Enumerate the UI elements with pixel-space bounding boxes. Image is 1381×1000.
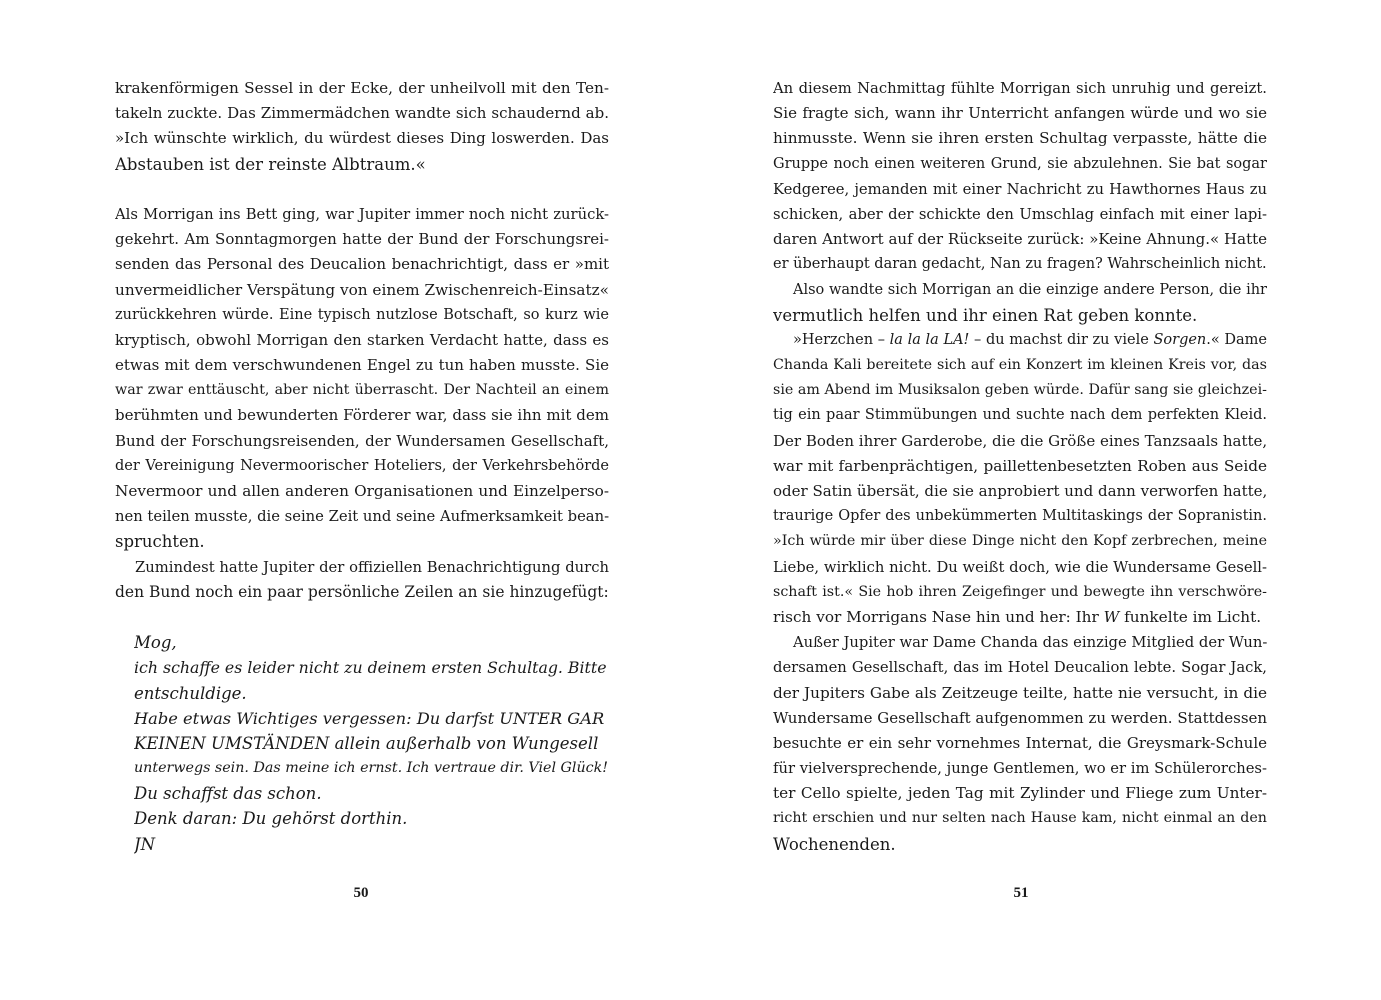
right-page xyxy=(773,76,1267,857)
text-line: unvermeidlicher Verspätung von einem Zwischenreich-Einsatz« xyxy=(115,280,609,299)
text-line: für vielversprechende, junge Gentlemen, wo er im Schülerorches- xyxy=(773,760,1267,778)
text-line: Gruppe noch einen weiteren Grund, sie abzulehnen. Sie bat sogar xyxy=(773,155,1267,172)
text-line: daren Antwort auf der Rückseite zurück: »Keine Ahnung.« Hatte xyxy=(773,230,1267,249)
section-break xyxy=(115,177,609,202)
text-line: »Ich wünschte wirklich, du würdest dieses Ding loswerden. Das xyxy=(115,129,609,148)
text-run: risch vor Morrigans Nase hin und her: Ihr xyxy=(773,607,1104,626)
text-line: Zumindest hatte Jupiter der offiziellen Benachrichtigung durch xyxy=(135,558,609,576)
text-line: nen teilen musste, die seine Zeit und seine Aufmerksamkeit bean- xyxy=(115,508,609,526)
text-line: der Jupiters Gabe als Zeitzeuge teilte, hatte nie versucht, in die xyxy=(773,683,1267,702)
text-line: berühmten und bewunderten Förderer war, dass sie ihn mit dem xyxy=(115,406,609,425)
text-line: den Bund noch ein paar persönliche Zeilen an sie hinzugefügt: xyxy=(115,582,609,601)
text-line: Chanda Kali bereitete sich auf ein Konzert im kleinen Kreis vor, das xyxy=(773,357,1267,374)
text-line: krakenförmigen Sessel in der Ecke, der unheilvoll mit den Ten- xyxy=(115,79,609,97)
letter-line: Denk daran: Du gehörst dorthin. xyxy=(134,809,408,829)
paragraph xyxy=(115,202,609,555)
text-line: Wochenenden. xyxy=(773,834,896,854)
text-line: Bund der Forschungsreisenden, der Wundersamen Gesellschaft, xyxy=(115,431,609,450)
text-run: »Herzchen – xyxy=(793,331,890,348)
text-line: traurige Opfer des unbekümmerten Multitaskings der Sopranistin. xyxy=(773,508,1267,525)
text-line: Abstauben ist der reinste Albtraum.« xyxy=(115,154,426,174)
letter-block xyxy=(115,630,609,857)
text-line: »Ich würde mir über diese Dinge nicht den Kopf zerbrechen, meine xyxy=(773,533,1267,550)
text-line: Liebe, wirklich nicht. Du weißt doch, wie die Wundersame Gesell- xyxy=(773,558,1267,576)
letter-signature: JN xyxy=(134,834,156,854)
text-line: schaft ist.« Sie hob ihren Zeigefinger und bewegte ihn verschwöre- xyxy=(773,583,1267,600)
paragraph xyxy=(773,278,1267,328)
text-line: spruchten. xyxy=(115,532,205,552)
section-break xyxy=(115,605,609,630)
text-line: senden das Personal des Deucalion benachrichtigt, dass er »mit xyxy=(115,255,609,274)
text-line: besuchte er ein sehr vornehmes Internat, die Greysmark-Schule xyxy=(773,733,1267,752)
text-line: tig ein paar Stimmübungen und suchte nach dem perfekten Kleid. xyxy=(773,407,1267,424)
italic-text: Sorgen xyxy=(1153,331,1207,348)
text-line: oder Satin übersät, die sie anprobiert und dann verworfen hatte, xyxy=(773,482,1267,500)
text-line: sie am Abend im Musiksalon geben würde. Dafür sang sie gleichzei- xyxy=(773,382,1267,399)
text-line: ter Cello spielte, jeden Tag mit Zylinder und Fliege zum Unter- xyxy=(773,784,1267,803)
page-number-left: 50 xyxy=(353,885,369,901)
text-line xyxy=(773,605,1267,630)
paragraph xyxy=(773,630,1267,857)
text-line: Als Morrigan ins Bett ging, war Jupiter immer noch nicht zurück- xyxy=(115,205,609,223)
page-number-right: 51 xyxy=(1013,885,1029,901)
letter-line: Habe etwas Wichtiges vergessen: Du darfst UNTER GAR xyxy=(134,708,605,728)
letter-line: unterwegs sein. Das meine ich ernst. Ich vertraue dir. Viel Glück! xyxy=(134,760,608,777)
letter-line: entschuldige. xyxy=(134,683,247,703)
paragraph xyxy=(773,76,1267,278)
text-line: zurückkehren würde. Eine typisch nutzlose Botschaft, so kurz wie xyxy=(115,306,609,323)
paragraph xyxy=(115,76,609,177)
letter-line: KEINEN UMSTÄNDEN allein außerhalb von Wungesell xyxy=(134,733,599,753)
italic-text: la la la LA! xyxy=(889,331,970,348)
text-line: Kedgeree, jemanden mit einer Nachricht zu Hawthornes Haus zu xyxy=(773,180,1267,198)
text-line: kryptisch, obwohl Morrigan den starken Verdacht hatte, dass es xyxy=(115,330,609,349)
text-line: Wundersame Gesellschaft aufgenommen zu werden. Stattdessen xyxy=(773,708,1267,727)
text-run: .« Dame xyxy=(1206,331,1267,348)
text-run: funkelte im Licht. xyxy=(1119,607,1262,626)
text-run: – du machst dir zu viele xyxy=(969,331,1154,348)
text-line: gekehrt. Am Sonntagmorgen hatte der Bund der Forschungsrei- xyxy=(115,230,609,249)
letter-line: ich schaffe es leider nicht zu deinem ersten Schultag. Bitte xyxy=(134,658,607,678)
letter-line: Du schaffst das schon. xyxy=(134,784,322,804)
text-line: schicken, aber der schickte den Umschlag einfach mit einer lapi- xyxy=(773,205,1267,223)
text-line: Sie fragte sich, wann ihr Unterricht anfangen würde und wo sie xyxy=(773,104,1267,123)
italic-text: W xyxy=(1103,607,1120,626)
text-line: vermutlich helfen und ihr einen Rat geben konnte. xyxy=(773,305,1198,325)
text-line: Der Boden ihrer Garderobe, die die Größe eines Tanzsaals hatte, xyxy=(773,431,1267,450)
text-line: der Vereinigung Nevermoorischer Hoteliers, der Verkehrsbehörde xyxy=(115,457,609,474)
letter-line: Mog, xyxy=(134,633,177,653)
text-line: dersamen Gesellschaft, das im Hotel Deucalion lebte. Sogar Jack, xyxy=(773,659,1267,677)
text-line: etwas mit dem verschwundenen Engel zu tun haben musste. Sie xyxy=(115,356,609,375)
text-line xyxy=(773,328,1267,353)
paragraph xyxy=(773,328,1267,630)
text-line: Nevermoor und allen anderen Organisationen und Einzelperso- xyxy=(115,482,609,500)
text-line: An diesem Nachmittag fühlte Morrigan sich unruhig und gereizt. xyxy=(773,80,1267,97)
text-line: war mit farbenprächtigen, paillettenbesetzten Roben aus Seide xyxy=(773,456,1267,475)
text-line: hinmusste. Wenn sie ihren ersten Schultag verpasste, hätte die xyxy=(773,129,1267,148)
text-line: war zwar enttäuscht, aber nicht überrascht. Der Nachteil an einem xyxy=(115,382,609,399)
paragraph xyxy=(115,555,609,605)
text-line: Also wandte sich Morrigan an die einzige andere Person, die ihr xyxy=(793,281,1267,298)
text-line: er überhaupt daran gedacht, Nan zu fragen? Wahrscheinlich nicht. xyxy=(773,256,1267,273)
text-line: takeln zuckte. Das Zimmermädchen wandte sich schaudernd ab. xyxy=(115,104,609,123)
text-line: Außer Jupiter war Dame Chanda das einzige Mitglied der Wun- xyxy=(793,634,1267,652)
text-line: richt erschien und nur selten nach Hause kam, nicht einmal an den xyxy=(773,810,1267,827)
left-page xyxy=(115,76,609,857)
